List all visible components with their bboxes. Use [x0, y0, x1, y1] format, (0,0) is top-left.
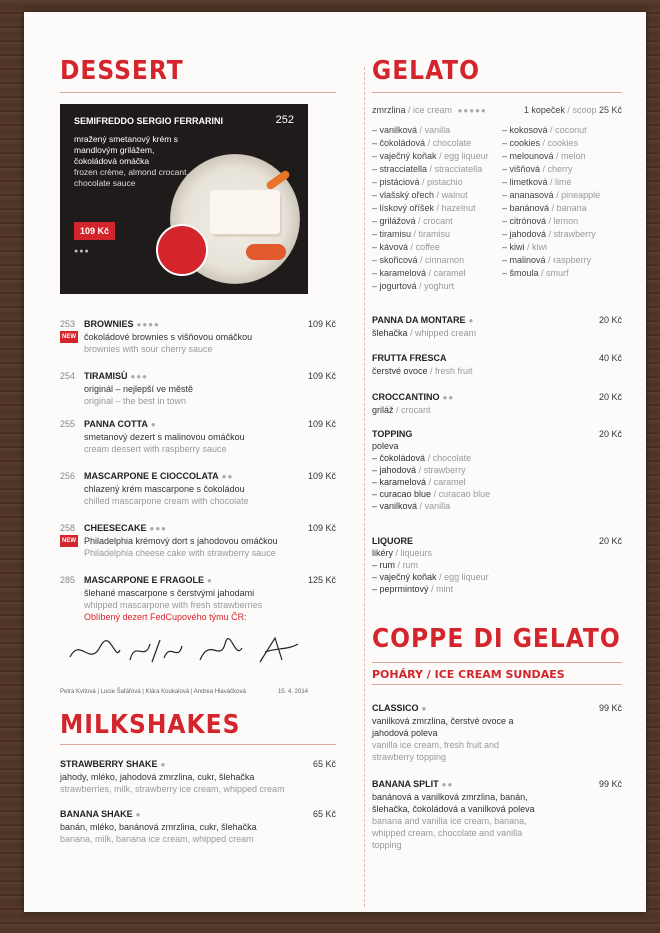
flavor-cz: ananasová: [509, 190, 554, 200]
item-desc: [372, 547, 622, 559]
item-desc-cz: Philadelphia krémový dort s jahodovou omáčkou: [84, 536, 278, 546]
item-title-line: [372, 314, 622, 327]
flavor-item: – banánová / banana: [502, 203, 587, 213]
flavor-en: cinnamon: [425, 255, 465, 265]
option-sep: /: [416, 465, 424, 475]
featured-name: SEMIFREDDO SERGIO FERRARINI: [74, 116, 224, 126]
signatories: [60, 689, 308, 695]
flavor-en: coconut: [555, 125, 587, 135]
flavor-cz: citrónová: [509, 216, 547, 226]
flavor-en: pistachio: [427, 177, 463, 187]
flavor-cz: cookies: [509, 138, 541, 148]
item-desc-en: liqueurs: [400, 548, 433, 558]
flavor-cz: vlašský ořech: [379, 190, 435, 200]
option-cz: peprmintový: [379, 584, 429, 594]
desc-sep: /: [393, 405, 402, 415]
item-price: 99 Kč: [598, 703, 622, 713]
flavor-sep: /: [547, 125, 556, 135]
item-price: 99 Kč: [598, 779, 622, 789]
flavor-item: – cookies / cookies: [502, 138, 579, 148]
allergen-icons: ●: [421, 704, 428, 713]
signatures-image: [60, 632, 308, 672]
flavor-en: caramel: [433, 268, 466, 278]
liquore-option: – peprmintový / mint: [372, 584, 454, 594]
scoop-price: 25 Kč: [598, 105, 622, 115]
item-title-line: [372, 702, 622, 715]
item-number: 253: [60, 319, 76, 329]
flavor-sep: /: [546, 229, 554, 239]
featured-desc-en: frozen crème, almond crocant, chocolate sauce: [74, 167, 189, 188]
item-price: 20 Kč: [598, 429, 622, 439]
flavor-sep: /: [426, 268, 434, 278]
coppe-rule: [372, 662, 622, 663]
option-cz: vaječný koňak: [379, 572, 437, 582]
flavor-sep: /: [553, 190, 562, 200]
option-sep: /: [417, 501, 425, 511]
flavor-en: egg liqueur: [444, 151, 489, 161]
flavor-item: – ananasová / pineapple: [502, 190, 601, 200]
item-desc-cz: poleva: [372, 441, 399, 451]
topping-option: – čokoládová / chocolate: [372, 453, 472, 463]
sundae-item: [372, 778, 622, 851]
flavor-en: raspberry: [553, 255, 592, 265]
menu-page: [24, 12, 646, 912]
flavor-item: – jogurtová / yoghurt: [372, 281, 455, 291]
dessert-item: [60, 522, 336, 559]
flavor-en: tiramisu: [418, 229, 451, 239]
flavor-sep: /: [419, 177, 428, 187]
gelato-extra-item: [372, 314, 622, 339]
flavor-cz: vanilková: [379, 125, 418, 135]
featured-description: [74, 134, 194, 189]
signatory-names: Petra Kvitová | Lucie Šafářová | Klára Koukalová | Andrea Hlaváčková: [60, 689, 246, 695]
flavor-list-left: [372, 124, 502, 293]
allergen-icons: ●: [160, 760, 167, 769]
flavor-cz: kokosová: [509, 125, 548, 135]
item-desc-cz: šlehané mascarpone s čerstvými jahodami: [84, 588, 255, 598]
item-number: 256: [60, 471, 76, 481]
item-name: BROWNIES: [84, 319, 134, 329]
item-price: 125 Kč: [307, 575, 336, 585]
flavor-item: – kokosová / coconut: [502, 125, 587, 135]
flavor-cz: banánová: [509, 203, 550, 213]
flavor-sep: /: [549, 203, 557, 213]
flavor-cz: grilážová: [379, 216, 416, 226]
item-body: [60, 418, 336, 455]
flavor-sep: /: [417, 125, 425, 135]
scoop-cz: 1 kopeček: [523, 105, 565, 115]
chef-stamp-logo: [156, 224, 208, 276]
item-desc: [372, 327, 622, 339]
flavor-sep: /: [427, 164, 435, 174]
milkshake-item: [60, 758, 336, 795]
flavor-en: crocant: [423, 216, 453, 226]
item-desc-en: whipped mascarpone with fresh strawberries: [84, 600, 263, 610]
dessert-item: [60, 418, 336, 455]
flavor-cz: kávová: [379, 242, 409, 252]
option-en: curacao blue: [438, 489, 491, 499]
item-name: BANANA SHAKE: [60, 809, 133, 819]
coppe-subtitle-rule: [372, 684, 622, 685]
flavor-cz: stracciatella: [379, 164, 428, 174]
item-desc-cz: banán, mléko, banánová zmrzlina, cukr, šlehačka: [60, 822, 257, 832]
item-desc-en: cream dessert with raspberry sauce: [84, 444, 227, 454]
gelato-header: zmrzlina / ice cream ●●●●● 1 kopeček / scoop 25 Kč: [372, 105, 622, 115]
item-desc-cz: vanilková zmrzlina, čerstvé ovoce a jahodová poleva: [372, 716, 514, 738]
item-name: CROCCANTINO: [372, 392, 440, 402]
item-desc-cz: čerstvé ovoce: [372, 366, 428, 376]
item-desc-cz: originál – nejlepší ve městě: [84, 384, 194, 394]
topping-option: – vanilková / vanilla: [372, 501, 451, 511]
item-desc-cz: likéry: [372, 548, 394, 558]
flavor-en: strawberry: [553, 229, 596, 239]
flavor-sep: /: [416, 281, 425, 291]
item-desc-en: vanilla ice cream, fresh fruit and strawberry topping: [372, 740, 500, 762]
flavor-item: – citrónová / lemon: [502, 216, 579, 226]
flavor-cz: skořicová: [379, 255, 418, 265]
item-price: 109 Kč: [307, 523, 336, 533]
item-number: 258: [60, 523, 76, 533]
flavor-item: – vaječný koňak / egg liqueur: [372, 151, 489, 161]
item-desc-cz: griláž: [372, 405, 394, 415]
flavor-sep: /: [417, 255, 426, 265]
flavor-en: smurf: [546, 268, 569, 278]
flavor-en: pineapple: [561, 190, 601, 200]
item-price: 20 Kč: [598, 315, 622, 325]
item-price: 65 Kč: [312, 759, 336, 769]
flavor-cz: čokoládová: [379, 138, 426, 148]
desc-sep: /: [393, 548, 401, 558]
item-body: [60, 470, 336, 507]
column-divider: [364, 67, 365, 907]
item-name: MASCARPONE E CIOCCOLATA: [84, 471, 219, 481]
option-sep: /: [431, 489, 439, 499]
option-en: mint: [436, 584, 454, 594]
allergen-icons: ●: [207, 576, 213, 585]
flavor-en: yoghurt: [424, 281, 455, 291]
sundae-item: [372, 702, 622, 763]
option-en: caramel: [433, 477, 466, 487]
item-name: TIRAMISÙ: [84, 371, 128, 381]
item-desc-en: crocant: [401, 405, 431, 415]
option-sep: /: [395, 560, 403, 570]
option-cz: čokoládová: [379, 453, 426, 463]
item-desc: [372, 404, 622, 416]
flavor-cz: tiramisu: [379, 229, 412, 239]
item-title-line: [84, 522, 336, 535]
dessert-item: [60, 370, 336, 407]
flavor-list-right: [502, 124, 622, 280]
flavor-en: hazelnut: [441, 203, 476, 213]
item-desc-cz: jahody, mléko, jahodová zmrzlina, cukr, šlehačka: [60, 772, 255, 782]
milkshakes-rule: [60, 744, 336, 745]
allergen-icons: ●●●: [149, 524, 168, 533]
flavor-sep: /: [415, 216, 424, 226]
flavor-cz: karamelová: [379, 268, 427, 278]
allergen-icons: ●●: [441, 780, 454, 789]
option-cz: rum: [379, 560, 396, 570]
flavor-cz: višňová: [509, 164, 541, 174]
item-price: 20 Kč: [598, 392, 622, 402]
item-body: [60, 318, 336, 355]
dessert-item: [60, 318, 336, 355]
item-desc-cz: chlazený krém mascarpone s čokoládou: [84, 484, 245, 494]
milkshakes-title: MILKSHAKES: [60, 710, 241, 740]
flavor-sep: /: [434, 190, 442, 200]
flavor-item: – melounová / melon: [502, 151, 586, 161]
flavor-item: – skořicová / cinnamon: [372, 255, 465, 265]
flavor-item: – kiwi / kiwi: [502, 242, 548, 252]
flavor-item: – karamelová / caramel: [372, 268, 466, 278]
flavor-cz: melounová: [509, 151, 554, 161]
flavor-sep: /: [540, 138, 548, 148]
flavor-cz: jahodová: [509, 229, 547, 239]
flavor-sep: /: [540, 164, 548, 174]
flavor-en: coffee: [415, 242, 440, 252]
flavor-item: – tiramisu / tiramisu: [372, 229, 451, 239]
flavor-cz: lískový oříšek: [379, 203, 435, 213]
item-price: 40 Kč: [598, 353, 622, 363]
flavor-item: – pistáciová / pistachio: [372, 177, 463, 187]
item-title-line: [84, 418, 336, 431]
scoop-en: scoop: [572, 105, 597, 115]
flavor-sep: /: [547, 177, 556, 187]
flavor-item: – lískový oříšek / hazelnut: [372, 203, 476, 213]
option-en: chocolate: [432, 453, 472, 463]
allergen-icons: ●●: [442, 393, 455, 402]
flavor-item: – kávová / coffee: [372, 242, 440, 252]
flavor-cz: limetková: [509, 177, 548, 187]
flavor-item: – šmoula / smurf: [502, 268, 569, 278]
item-desc-cz: šlehačka: [372, 328, 408, 338]
topping-option: – karamelová / caramel: [372, 477, 466, 487]
item-body: [60, 522, 336, 559]
item-price: 20 Kč: [598, 536, 622, 546]
liquore-option: – rum / rum: [372, 560, 419, 570]
option-en: rum: [402, 560, 419, 570]
allergen-icons: ●●: [221, 472, 234, 481]
item-name: CLASSICO: [372, 703, 419, 713]
gelato-extra-item: [372, 391, 622, 416]
option-cz: vanilková: [379, 501, 418, 511]
item-name: TOPPING: [372, 429, 413, 439]
milkshake-item: [60, 808, 336, 845]
flavor-sep: /: [538, 268, 547, 278]
flavor-sep: /: [545, 255, 554, 265]
flavor-en: cherry: [547, 164, 573, 174]
flavor-en: vanilla: [424, 125, 451, 135]
item-desc-en: Philadelphia cheese cake with strawberry sauce: [84, 548, 276, 558]
desc-sep: /: [427, 366, 436, 376]
new-badge: NEW: [60, 535, 78, 547]
flavor-en: lemon: [553, 216, 579, 226]
allergen-icons: ●: [150, 420, 157, 429]
flavor-item: – višňová / cherry: [502, 164, 573, 174]
item-number: 255: [60, 419, 76, 429]
flavor-en: stracciatella: [434, 164, 483, 174]
gelato-extra-item: [372, 352, 622, 377]
flavor-sep: /: [425, 138, 433, 148]
flavor-en: melon: [561, 151, 586, 161]
item-title-line: [372, 391, 622, 404]
allergen-icons: ●●●●: [136, 320, 160, 329]
flavor-item: – limetková / lime: [502, 177, 572, 187]
semifreddo-image: [210, 190, 280, 234]
item-number: 254: [60, 371, 76, 381]
gelato-rule: [372, 92, 622, 93]
dessert-item: [60, 470, 336, 507]
item-name: LIQUORE: [372, 536, 414, 546]
item-desc-en: whipped cream: [415, 328, 477, 338]
flavor-sep: /: [436, 151, 445, 161]
item-name: PANNA COTTA: [84, 419, 148, 429]
item-body: [60, 574, 336, 623]
item-name: FRUTTA FRESCA: [372, 353, 447, 363]
flavor-cz: šmoula: [509, 268, 539, 278]
item-title-line: [372, 778, 622, 791]
allergen-icons: ●●●●●: [457, 106, 487, 115]
option-cz: curacao blue: [379, 489, 432, 499]
featured-number: 252: [275, 114, 294, 126]
item-title-line: [60, 808, 336, 821]
flavor-item: – čokoládová / chocolate: [372, 138, 472, 148]
liquore-option: – vaječný koňak / egg liqueur: [372, 572, 489, 582]
item-desc-en: banana and vanilla ice cream, banana, whipped cream, chocolate and vanilla topping: [372, 816, 527, 850]
flavor-en: kiwi: [532, 242, 548, 252]
gelato-title: GELATO: [372, 56, 481, 86]
flavor-cz: jogurtová: [379, 281, 417, 291]
item-name: BANANA SPLIT: [372, 779, 439, 789]
item-name: PANNA DA MONTARE: [372, 315, 466, 325]
flavor-sep: /: [408, 242, 416, 252]
allergen-icons: ●: [468, 316, 475, 325]
flavor-en: cookies: [547, 138, 579, 148]
item-name: CHEESECAKE: [84, 523, 147, 533]
liquore-item: [372, 535, 622, 595]
signature-date: 15. 4. 2014: [277, 689, 308, 695]
scoop-price-line: 1 kopeček / scoop 25 Kč: [523, 105, 622, 115]
flavor-sep: /: [524, 242, 533, 252]
gelato-header-en: ice cream: [413, 105, 453, 115]
dessert-rule: [60, 92, 336, 93]
option-cz: jahodová: [379, 465, 417, 475]
allergen-icons: ●●●: [130, 372, 148, 381]
item-note: Oblíbený dezert FedCupového týmu ČR:: [84, 612, 247, 622]
coppe-title: COPPE DI GELATO: [372, 624, 621, 654]
item-desc-cz: banánová a vanilková zmrzlina, banán, šlehačka, čokoládová a vanilková poleva: [372, 792, 535, 814]
item-number: 285: [60, 575, 76, 585]
desc-sep: /: [407, 328, 416, 338]
item-desc-en: banana, milk, banana ice cream, whipped cream: [60, 834, 254, 844]
flavor-en: walnut: [441, 190, 468, 200]
flavor-sep: /: [411, 229, 419, 239]
item-desc-en: fresh fruit: [435, 366, 473, 376]
topping-option: – curacao blue / curacao blue: [372, 489, 491, 499]
flavor-item: – stracciatella / stracciatella: [372, 164, 483, 174]
option-sep: /: [436, 572, 445, 582]
flavor-item: – vanilková / vanilla: [372, 125, 451, 135]
featured-desc-cz: mražený smetanový krém s mandlovým grilážem, čokoládová omáčka: [74, 134, 178, 166]
featured-dessert-card: [60, 104, 308, 294]
flavor-en: banana: [556, 203, 587, 213]
garnish-image: [246, 244, 286, 260]
gelato-header-cz: zmrzlina: [372, 105, 406, 115]
item-price: 65 Kč: [312, 809, 336, 819]
item-name: STRAWBERRY SHAKE: [60, 759, 158, 769]
option-en: vanilla: [424, 501, 451, 511]
item-title-line: [84, 470, 336, 483]
option-sep: /: [425, 453, 433, 463]
flavor-item: – jahodová / strawberry: [502, 229, 596, 239]
flavor-cz: vaječný koňak: [379, 151, 437, 161]
item-price: 109 Kč: [307, 371, 336, 381]
flavor-sep: /: [434, 203, 442, 213]
item-desc-cz: smetanový dezert s malinovou omáčkou: [84, 432, 245, 442]
flavor-en: chocolate: [432, 138, 472, 148]
topping-option: – jahodová / strawberry: [372, 465, 466, 475]
item-desc-en: original – the best in town: [84, 396, 187, 406]
allergen-icons: ●: [135, 810, 142, 819]
item-price: 109 Kč: [307, 319, 336, 329]
item-title-line: [60, 758, 336, 771]
option-sep: /: [426, 477, 434, 487]
item-price: 109 Kč: [307, 471, 336, 481]
item-price: 109 Kč: [307, 419, 336, 429]
item-name: MASCARPONE E FRAGOLE: [84, 575, 205, 585]
item-desc-en: brownies with sour cherry sauce: [84, 344, 213, 354]
flavor-cz: pistáciová: [379, 177, 420, 187]
option-en: strawberry: [423, 465, 466, 475]
item-title-line: [372, 352, 622, 365]
flavor-cz: kiwi: [509, 242, 525, 252]
dessert-title: DESSERT: [60, 56, 184, 86]
allergen-icons: ●●●: [74, 248, 90, 255]
item-desc-en: strawberries, milk, strawberry ice cream, whipped cream: [60, 784, 285, 794]
item-title-line: [84, 370, 336, 383]
flavor-cz: malinová: [509, 255, 546, 265]
dessert-item: [60, 574, 336, 623]
flavor-item: – grilážová / crocant: [372, 216, 453, 226]
flavor-sep: /: [553, 151, 562, 161]
new-badge: NEW: [60, 331, 78, 343]
item-desc-en: chilled mascarpone cream with chocolate: [84, 496, 249, 506]
flavor-item: – vlašský ořech / walnut: [372, 190, 468, 200]
coppe-subtitle: POHÁRY / ICE CREAM SUNDAES: [372, 668, 565, 681]
topping-item: [372, 428, 622, 512]
flavor-en: lime: [555, 177, 572, 187]
item-title-line: [84, 574, 336, 587]
featured-price: 109 Kč: [74, 222, 115, 240]
item-body: [60, 370, 336, 407]
option-cz: karamelová: [379, 477, 427, 487]
option-en: egg liqueur: [444, 572, 489, 582]
option-sep: /: [428, 584, 437, 594]
flavor-item: – malinová / raspberry: [502, 255, 592, 265]
item-title-line: [84, 318, 336, 331]
flavor-sep: /: [546, 216, 554, 226]
item-desc: [372, 365, 622, 377]
item-desc-cz: čokoládové brownies s višňovou omáčkou: [84, 332, 253, 342]
